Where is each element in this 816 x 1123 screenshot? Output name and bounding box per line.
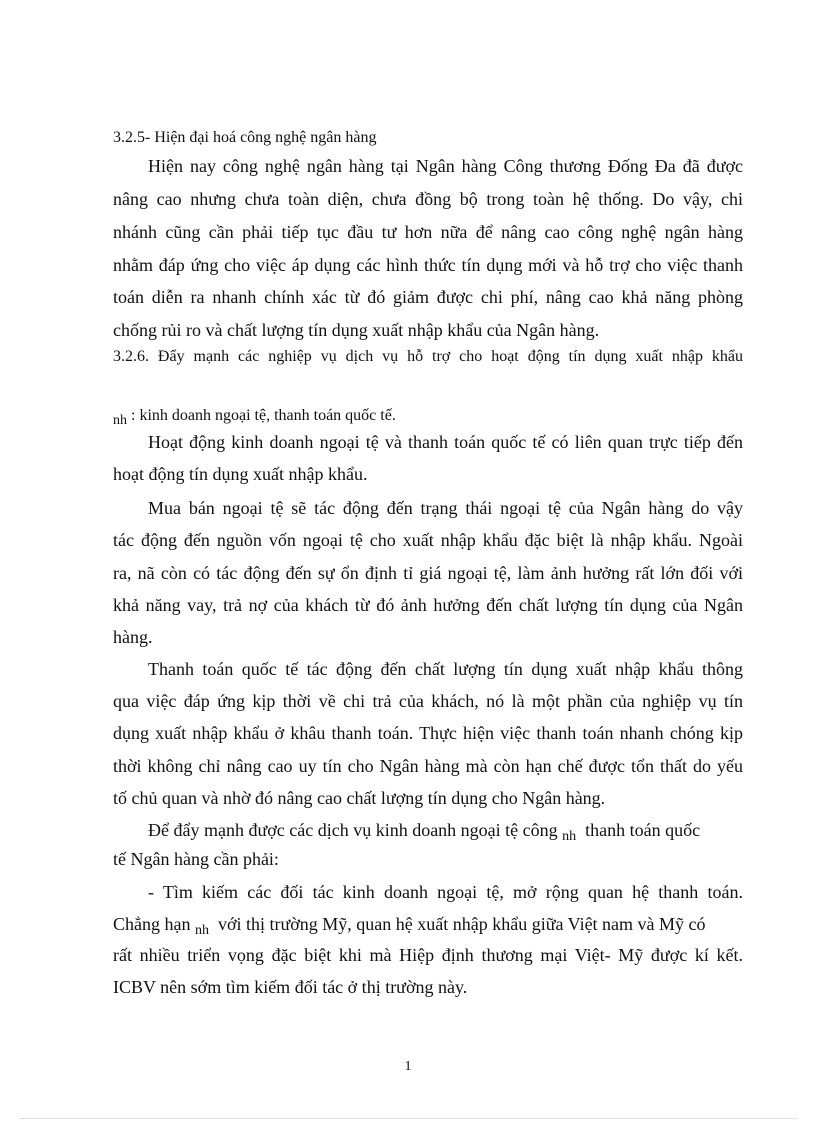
paragraph-line xyxy=(113,912,743,939)
paragraph-line: thời không chỉ nâng cao uy tín cho Ngân hàng mà còn hạn chế được tổn thất do yếu xyxy=(113,756,743,776)
paragraph-line: khả năng vay, trả nợ của khách từ đó ảnh hưởng đến chất lượng tín dụng của Ngân xyxy=(113,595,743,615)
paragraph-line: dụng xuất nhập khẩu ở khâu thanh toán. Thực hiện việc thanh toán nhanh chóng kịp xyxy=(113,723,743,743)
paragraph-line: Thanh toán quốc tế tác động đến chất lượng tín dụng xuất nhập khẩu thông xyxy=(148,659,743,679)
paragraph-line: hàng. xyxy=(113,627,153,647)
text-fragment: Để đẩy mạnh được các dịch vụ kinh doanh ngoại tệ công xyxy=(148,820,558,840)
paragraph-line: qua việc đáp ứng kịp thời về chi trả của khách, nó là một phần của nghiệp vụ tín xyxy=(113,691,743,711)
paragraph-line: nâng cao nhưng chưa toàn diện, chưa đồng bộ trong toàn hệ thống. Do vậy, chi xyxy=(113,189,743,209)
paragraph-line: Hoạt động kinh doanh ngoại tệ và thanh toán quốc tế có liên quan trực tiếp đến xyxy=(148,432,743,452)
paragraph-line: chống rủi ro và chất lượng tín dụng xuất nhập khẩu của Ngân hàng. xyxy=(113,320,600,340)
section-heading-3-2-6: 3.2.6. Đẩy mạnh các nghiệp vụ dịch vụ hỗ trợ cho hoạt động tín dụng xuất nhập khẩu xyxy=(113,348,743,365)
inline-fragment: nh xyxy=(194,923,209,938)
paragraph-line: nhánh cũng cần phải tiếp tục đầu tư hơn nữa để nâng cao công nghệ ngân hàng xyxy=(113,222,743,242)
paragraph-line: Mua bán ngoại tệ sẽ tác động đến trạng thái ngoại tệ của Ngân hàng do vậy xyxy=(148,498,743,518)
paragraph-line: Hiện nay công nghệ ngân hàng tại Ngân hàng Công thương Đống Đa đã được xyxy=(148,156,743,176)
text-fragment: với thị trường Mỹ, quan hệ xuất nhập khẩu giữa Việt nam và Mỹ có xyxy=(217,914,706,934)
inline-fragment: nh xyxy=(562,829,577,844)
paragraph-line: ra, nã còn có tác động đến sự ổn định tỉ giá ngoại tệ, làm ảnh hưởng rất lớn đối với xyxy=(113,563,743,583)
paragraph-line: hoạt động tín dụng xuất nhập khẩu. xyxy=(113,464,368,484)
paragraph-line: toán diễn ra nhanh chính xác từ đó giảm được chi phí, nâng cao khả năng phòng xyxy=(113,287,743,307)
paragraph-line: nhằm đáp ứng cho việc áp dụng các hình thức tín dụng mới và hỗ trợ cho việc thanh xyxy=(113,255,743,275)
paragraph-line: - Tìm kiếm các đối tác kinh doanh ngoại tệ, mở rộng quan hệ thanh toán. xyxy=(148,882,743,902)
section-heading-3-2-5: 3.2.5- Hiện đại hoá công nghệ ngân hàng xyxy=(113,129,377,146)
paragraph-line: rất nhiều triển vọng đặc biệt khi mà Hiệp định thương mại Việt- Mỹ được kí kết. xyxy=(113,945,743,965)
heading-text: : kinh doanh ngoại tệ, thanh toán quốc tế. xyxy=(131,407,396,424)
page-bottom-divider xyxy=(20,1118,796,1119)
text-fragment: Chẳng hạn xyxy=(113,914,191,934)
text-fragment: thanh toán quốc xyxy=(585,820,701,840)
paragraph-line: tố chủ quan và nhờ đó nâng cao chất lượng tín dụng cho Ngân hàng. xyxy=(113,788,606,808)
section-heading-3-2-6-line-2 xyxy=(113,404,743,429)
paragraph-line: tác động đến nguồn vốn ngoại tệ cho xuất nhập khẩu đặc biệt là nhập khẩu. Ngoài xyxy=(113,530,743,550)
paragraph-line: tế Ngân hàng cần phải: xyxy=(113,849,279,869)
paragraph-line xyxy=(148,818,743,845)
page-number: 1 xyxy=(404,1059,412,1074)
inline-fragment: nh xyxy=(113,413,127,428)
paragraph-line: ICBV nên sớm tìm kiếm đối tác ở thị trường này. xyxy=(113,977,468,997)
